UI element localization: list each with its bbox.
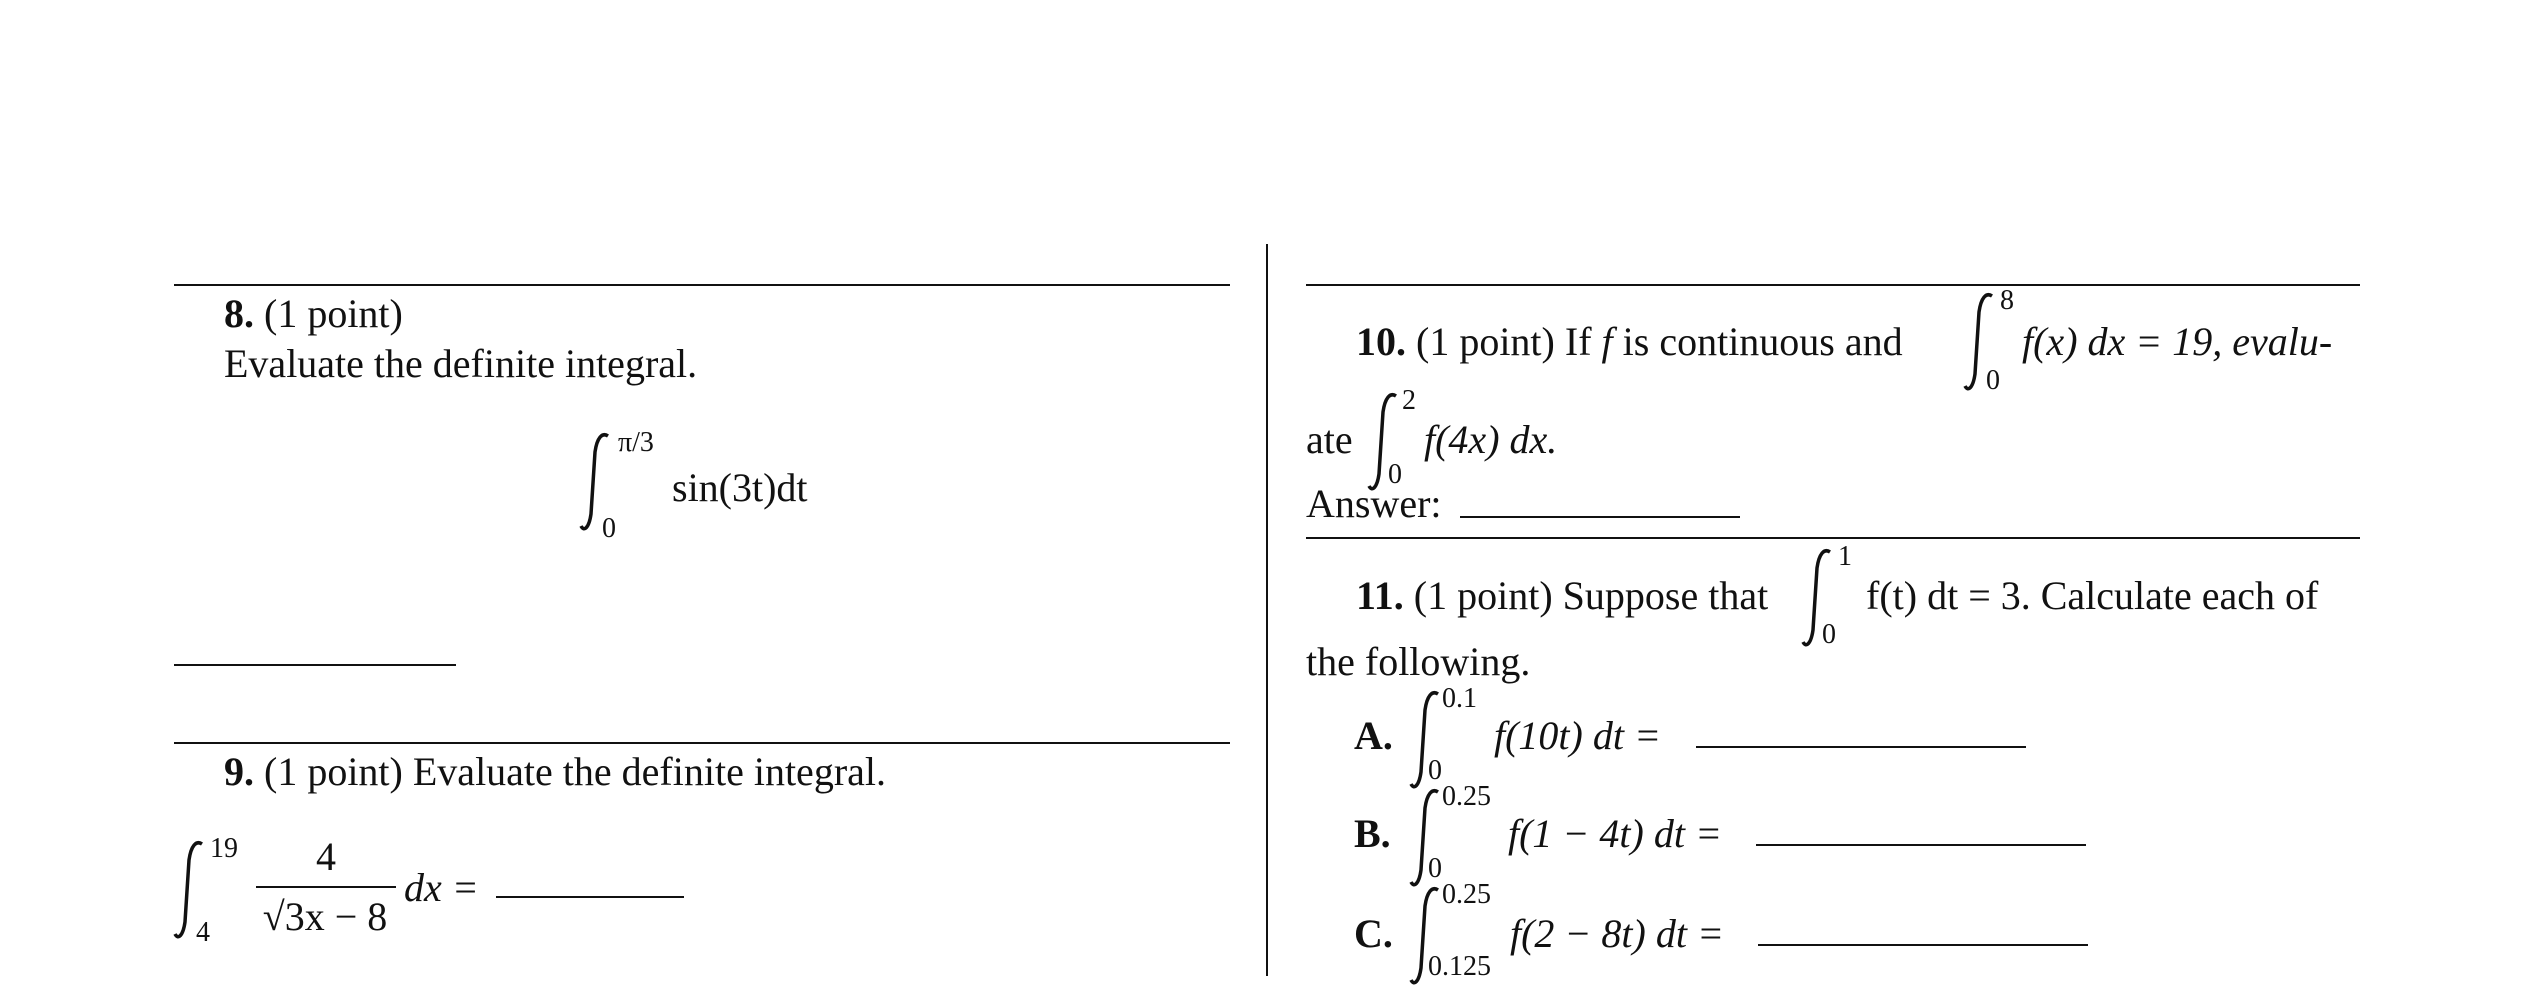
problem10-f-var: f <box>1601 319 1613 364</box>
problem10-answer-blank[interactable] <box>1460 516 1740 518</box>
problem9-points: (1 point) <box>264 749 403 794</box>
problem11-number: 11. <box>1356 573 1404 618</box>
problem8-upper-limit: π/3 <box>618 427 654 458</box>
problem11-line1-left <box>1356 572 1768 620</box>
problem10-second-upper-limit: 2 <box>1402 385 1416 416</box>
part-b-lower-limit: 0 <box>1428 853 1442 884</box>
problem10-integrand: f(x) dx = 19, evalu- <box>2022 319 2333 364</box>
part-b-expression: f(1 − 4t) dt = <box>1508 811 1722 856</box>
problem9-top-rule <box>174 742 1230 744</box>
column-divider <box>1266 244 1268 976</box>
problem11-integrand: f(t) dt = 3. Calculate each of <box>1866 573 2319 618</box>
problem9-tail: dx = <box>404 865 479 910</box>
problem9-upper-limit: 19 <box>210 833 238 864</box>
part-b-label: B. <box>1354 811 1391 856</box>
problem10-line2-prefix: ate <box>1306 417 1353 462</box>
problem11-upper-limit: 1 <box>1838 541 1852 572</box>
problem11-lower-limit: 0 <box>1822 619 1836 650</box>
problem8-points: (1 point) <box>264 291 403 336</box>
part-b-answer-blank[interactable] <box>1756 844 2086 846</box>
part-c-expression: f(2 − 8t) dt = <box>1510 911 1724 956</box>
problem10-second-lower-limit: 0 <box>1388 459 1402 490</box>
problem11-top-rule <box>1306 537 2360 539</box>
problem10-second-integrand: f(4x) dx. <box>1424 417 1558 462</box>
problem10-top-rule <box>1306 284 2360 286</box>
problem11-points: (1 point) <box>1413 573 1553 618</box>
problem10-line1-left <box>1356 318 1903 366</box>
problem8-number: 8. <box>224 291 254 336</box>
problem8-integrand: sin(3t)dt <box>672 465 808 510</box>
problem11-text-before: Suppose that <box>1562 573 1769 618</box>
problem9-header <box>224 748 886 796</box>
problem10-points: (1 point) <box>1416 319 1555 364</box>
problem8-instruction: Evaluate the definite integral. <box>224 341 698 386</box>
part-a-answer-blank[interactable] <box>1696 746 2026 748</box>
part-a-upper-limit: 0.1 <box>1442 683 1477 714</box>
part-a-expression: f(10t) dt = <box>1494 713 1661 758</box>
part-a-label: A. <box>1354 713 1393 758</box>
problem9-instruction: Evaluate the definite integral. <box>412 749 886 794</box>
problem9-denominator: √3x − 8 <box>262 894 388 939</box>
problem9-number: 9. <box>224 749 254 794</box>
problem11-line2: the following. <box>1306 639 1531 684</box>
problem9-fraction-bar <box>256 886 396 888</box>
part-c-label: C. <box>1354 911 1393 956</box>
problem10-text-middle: is continuous and <box>1622 319 1903 364</box>
part-c-upper-limit: 0.25 <box>1442 879 1491 910</box>
problem8-top-rule <box>174 284 1230 286</box>
problem9-lower-limit: 4 <box>196 917 210 948</box>
problem9-answer-blank[interactable] <box>496 896 684 898</box>
problem10-text-before: If <box>1564 319 1592 364</box>
problem10-answer-label: Answer: <box>1306 481 1442 526</box>
part-a-lower-limit: 0 <box>1428 755 1442 786</box>
problem10-lower-limit: 0 <box>1986 365 2000 396</box>
problem9-numerator: 4 <box>316 834 336 879</box>
problem10-upper-limit: 8 <box>2000 285 2014 316</box>
part-c-answer-blank[interactable] <box>1758 944 2088 946</box>
problem8-header <box>224 290 403 338</box>
part-c-lower-limit: 0.125 <box>1428 951 1491 982</box>
problem8-lower-limit: 0 <box>602 513 616 544</box>
problem10-number: 10. <box>1356 319 1406 364</box>
problem8-answer-blank[interactable] <box>174 664 456 666</box>
part-b-upper-limit: 0.25 <box>1442 781 1491 812</box>
